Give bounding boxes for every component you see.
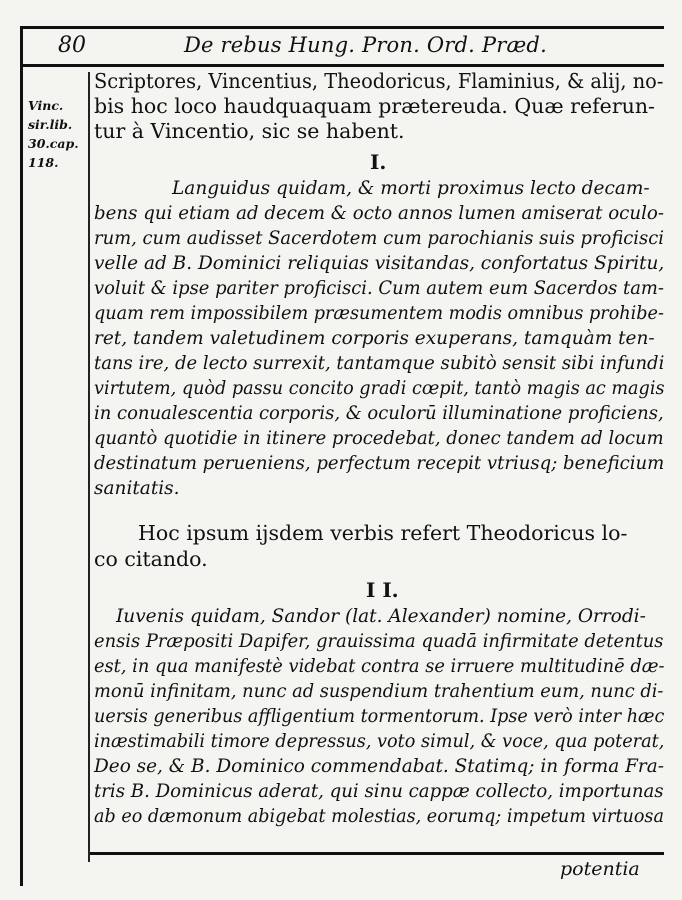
- page-header: [24, 30, 664, 64]
- page-number: 80: [58, 33, 86, 58]
- margin-note-line: 30.cap.: [28, 136, 79, 151]
- section-heading: I.: [370, 150, 387, 174]
- text-line: tur à Vincentio, sic se habent.: [94, 119, 405, 143]
- header-rule: [20, 64, 664, 67]
- text-line: tans ire, de lecto surrexit, tantamque subitò sensit sibi infundi: [94, 353, 665, 374]
- text-line: uersis generibus affligentium tormentorum. Ipse verò inter hæc: [94, 706, 665, 727]
- text-line: Deo se, & B. Dominico commendabat. Statimq; in forma Fra-: [94, 756, 664, 777]
- text-line: quantò quotidie in itinere procedebat, donec tandem ad locum: [94, 428, 664, 449]
- section-heading: I I.: [366, 578, 399, 602]
- text-line: velle ad B. Dominici reliquias visitandas, confortatus Spiritu,: [94, 253, 665, 274]
- text-line: Scriptores, Vincentius, Theodoricus, Flaminius, & alij, no-: [94, 69, 664, 93]
- footer-rule: [88, 852, 664, 855]
- left-border-rule: [20, 26, 23, 886]
- running-head: De rebus Hung. Pron. Ord. Præd.: [184, 33, 547, 57]
- text-line: rum, cum audisset Sacerdotem cum parochianis suis proficisci: [94, 228, 665, 249]
- text-line: destinatum perueniens, perfectum recepit vtriusq; beneficium: [94, 453, 665, 474]
- margin-note: [28, 96, 86, 172]
- text-line: bens qui etiam ad decem & octo annos lumen amiserat oculo-: [94, 203, 665, 224]
- text-line: ret, tandem valetudinem corporis exuperans, tamquàm ten-: [94, 328, 655, 349]
- text-line: tris B. Dominicus aderat, qui sinu cappæ collecto, importunas: [94, 781, 664, 802]
- text-line: ab eo dæmonum abigebat molestias, eorumq; impetum virtuosa: [94, 806, 664, 827]
- top-rule: [20, 26, 664, 29]
- text-line: in conualescentia corporis, & oculorū illuminatione proficiens,: [94, 403, 664, 424]
- text-line: sanitatis.: [94, 478, 180, 499]
- text-line: quam rem impossibilem præsumentem modis omnibus prohibe-: [94, 303, 664, 324]
- text-line: Languidus quidam, & morti proximus lecto decam-: [172, 178, 650, 199]
- margin-note-line: sir.lib.: [28, 117, 73, 132]
- text-line: est, in qua manifestè videbat contra se irruere multitudinē dæ-: [94, 656, 665, 677]
- text-line: inæstimabili timore depressus, voto simul, & voce, qua poterat,: [94, 731, 665, 752]
- text-line: monū infinitam, nunc ad suspendium trahentium eum, nunc di-: [94, 681, 664, 702]
- column-rule: [88, 72, 90, 862]
- text-line: bis hoc loco haudquaquam prætereuda. Quæ referun-: [94, 94, 655, 118]
- margin-note-line: 118.: [28, 155, 59, 170]
- margin-note-line: Vinc.: [28, 98, 64, 113]
- catchword: potentia: [560, 858, 640, 880]
- text-line: ensis Præpositi Dapifer, grauissima quadā infirmitate detentus: [94, 631, 664, 652]
- text-line: Hoc ipsum ijsdem verbis refert Theodoricus lo-: [138, 521, 628, 545]
- text-line: co citando.: [94, 547, 208, 571]
- text-line: voluit & ipse pariter proficisci. Cum autem eum Sacerdos tam-: [94, 278, 664, 299]
- text-line: virtutem, quòd passu concito gradi cœpit, tantò magis ac magis: [94, 378, 665, 399]
- text-line: Iuvenis quidam, Sandor (lat. Alexander) nomine, Orrodi-: [116, 606, 646, 627]
